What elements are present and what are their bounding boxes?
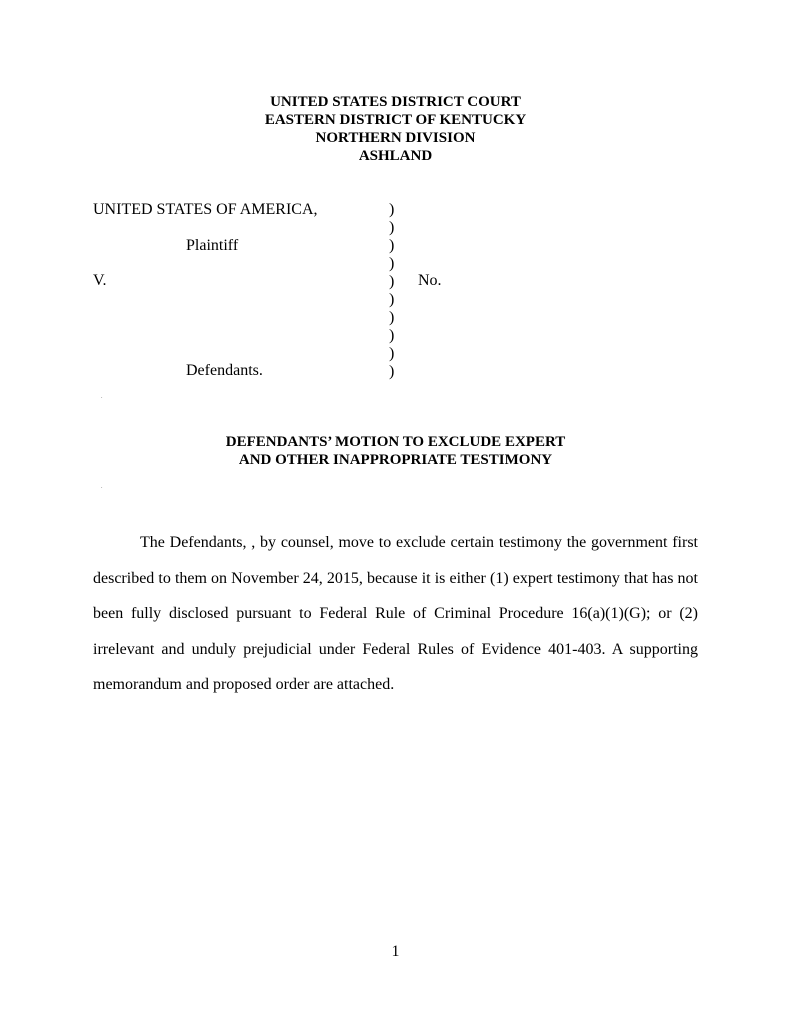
paren: ) [389,309,395,326]
motion-title-line-2: AND OTHER INAPPROPRIATE TESTIMONY [238,452,553,468]
paren: ) [389,291,395,308]
plaintiff-party: UNITED STATES OF AMERICA, [93,201,318,218]
caption-parentheses [389,201,394,381]
case-number-label: No. [418,272,442,289]
court-location: ASHLAND [358,148,433,164]
paren: ) [389,219,395,236]
motion-title [0,433,791,469]
paren: ) [389,345,395,362]
page-number: 1 [391,943,400,960]
paren: ) [389,363,395,380]
paren: ) [389,255,395,272]
court-division: NORTHERN DIVISION [315,130,476,146]
paren: ) [389,327,395,344]
motion-body: The Defendants, , by counsel, move to exclude certain testimony the government first described to them on November 24, 2015, because it is either (1) expert testimony that has not been fully disclosed pursuant to Federal Rule of Criminal Procedure 16(a)(1)(G); or (2) irrelevant and unduly prejudicial under Federal Rules of Evidence 401-403. A supporting memorandum and proposed order are attached. [93,534,698,693]
plaintiff-label: Plaintiff [186,237,239,254]
defendants-label: Defendants. [186,362,263,379]
versus: V. [93,272,107,289]
paren: ) [389,201,395,218]
paren: ) [389,237,395,254]
court-header [0,93,791,165]
motion-title-line-1: DEFENDANTS’ MOTION TO EXCLUDE EXPERT [225,434,566,450]
stray-mark: . [101,484,103,490]
court-district: EASTERN DISTRICT OF KENTUCKY [264,112,527,128]
stray-mark: . [101,394,103,400]
paren: ) [389,273,395,290]
court-name: UNITED STATES DISTRICT COURT [270,94,521,110]
